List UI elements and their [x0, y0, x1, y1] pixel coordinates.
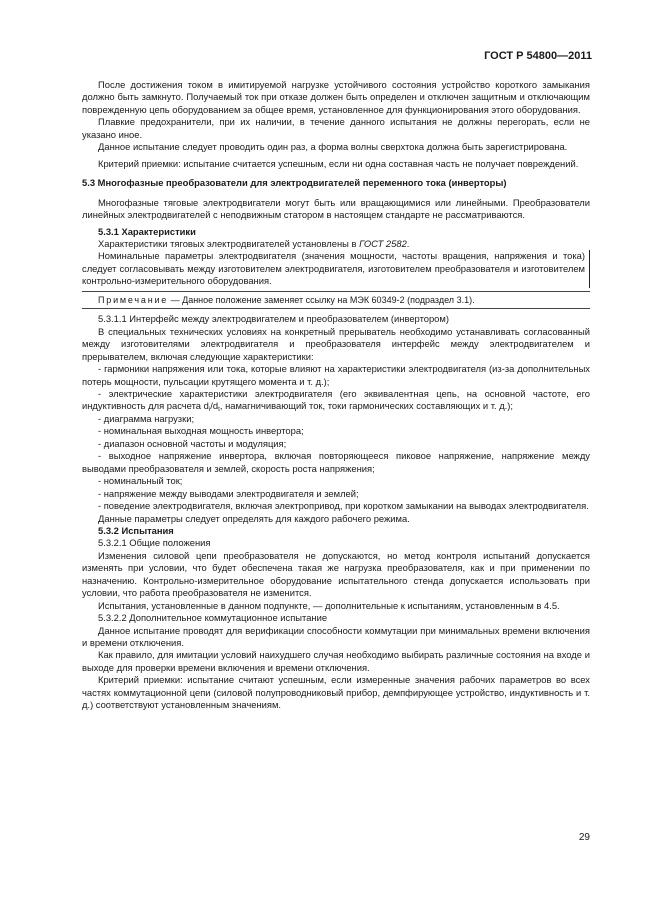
paragraph: Изменения силовой цепи преобразователя не допускаются, но метод контроля испытаний допускается изменять при условии, что будет обеспечена такая же нагрузка преобразователя, как и при применении по назначению. Контрольно-измерительное оборудование испытательного стенда допускается использовать при условии, что работа преобразователя не изменится.	[82, 549, 590, 599]
paragraph: После достижения током в имитируемой нагрузке устойчивого состояния устройство короткого замыкания должно быть замкнуто. Получаемый ток при отказе должен быть определен и отключен защитным и отключающим поврежденную цепь оборудованием за общее время, установленное для функционирования этого оборудования.	[82, 79, 590, 115]
list-item: - гармоники напряжения или тока, которые влияют на характеристики электродвигателя (из-за дополнительных потерь мощности, пульсации крутящего момента и т. д.);	[82, 363, 590, 387]
paragraph: Испытания, установленные в данном подпункте, — дополнительные к испытаниям, установленным в 4.5.	[98, 599, 560, 611]
list-item-text: /d	[210, 400, 219, 412]
paragraph: Критерий приемки: испытание считают успешным, если измеренные значения рабочих параметров во всех частях коммутационной цепи (силовой полупроводниковый прибор, демпфирующее устройство, индуктивность и т. д.) соответствуют установленным значениям.	[82, 674, 590, 711]
section-heading-5-3-2: 5.3.2 Испытания	[98, 524, 174, 536]
subscript: i	[208, 406, 211, 414]
list-item: - напряжение между выводами электродвигателя и землей;	[98, 487, 359, 499]
paragraph: Данное испытание проводят для верификации способности коммутации при минимальных времени включения и времени отключения.	[82, 624, 590, 649]
list-item: - диапазон основной частоты и модуляция;	[98, 437, 287, 449]
subscript: t	[218, 406, 220, 414]
document-header: ГОСТ Р 54800—2011	[484, 50, 592, 62]
note-box	[82, 291, 590, 309]
paragraph: Плавкие предохранители, при их наличии, в течение данного испытания не должны перегорать, если не указано иное.	[82, 116, 590, 140]
list-item-text: - электрические характеристики электродвигателя (его эквивалентная цепь, на основной частоте, его индуктивность для расчета d	[82, 387, 590, 412]
standard-reference: ГОСТ 2582	[359, 237, 407, 249]
paragraph: Данные параметры следует определять для каждого рабочего режима.	[98, 512, 410, 524]
list-item: - номинальный ток;	[98, 475, 183, 487]
paragraph: Многофазные тяговые электродвигатели могут быть или вращающимися или линейными. Преобразователи линейных электродвигателей с неподвижным статором в настоящем стандарте не рассматриваются.	[82, 196, 590, 221]
section-heading-5-3-1: 5.3.1 Характеристики	[98, 225, 196, 237]
paragraph: В специальных технических условиях на конкретный прерыватель необходимо устанавливать согласованный между изготовителями электродвигателя и преобразователя интерфейс между электродвигателем и прерывателем, включая следующие характеристики:	[82, 325, 590, 362]
section-heading-5-3-2-2: 5.3.2.2 Дополнительное коммутационное испытание	[98, 612, 328, 624]
section-heading-5-3-1-1: 5.3.1.1 Интерфейс между электродвигателем и преобразователем (инвертором)	[98, 313, 449, 325]
section-heading-5-3: 5.3 Многофазные преобразователи для электродвигателей переменного тока (инверторы)	[82, 177, 507, 189]
page-number: 29	[578, 832, 590, 843]
list-item	[82, 388, 590, 413]
paragraph-text: .	[406, 237, 410, 249]
paragraph	[82, 238, 590, 250]
list-item-text: , намагничивающий ток, токи гармонических составляющих и т. д.);	[219, 400, 513, 412]
paragraph-changed: Номинальные параметры электродвигателя (значения мощности, частоты вращения, напряжения и тока) следует согласовывать между изготовителем электродвигателя, изготовителем преобразователя и изготовителем контрольно-измерительного оборудования.	[82, 250, 590, 287]
note-text: — Данное положение заменяет ссылку на МЭК 60349-2 (подраздел 3.1).	[168, 294, 475, 305]
note-label: Примечание	[98, 294, 169, 305]
list-item: - выходное напряжение инвертора, включая повторяющееся пиковое напряжение, напряжение между выводами преобразователя и землей, скорость роста напряжения;	[82, 450, 590, 474]
paragraph: Как правило, для имитации условий наихудшего случая необходимо выбирать различные состояния на входе и выходе для проверки времени включения и времени отключения.	[82, 649, 590, 673]
paragraph: Данное испытание следует проводить один раз, а форма волны сверхтока должна быть зарегистрирована.	[98, 141, 568, 153]
paragraph: Критерий приемки: испытание считается успешным, если ни одна составная часть не получает повреждений.	[98, 157, 579, 169]
list-item: - поведение электродвигателя, включая электропривод, при коротком замыкании на выводах электродвигателя.	[98, 500, 589, 512]
list-item: - диаграмма нагрузки;	[98, 412, 195, 424]
section-heading-5-3-2-1: 5.3.2.1 Общие положения	[98, 537, 211, 549]
list-item: - номинальная выходная мощность инвертора;	[98, 425, 304, 437]
document-body	[82, 79, 590, 712]
paragraph-text: Характеристики тяговых электродвигателей установлены в	[98, 237, 360, 249]
